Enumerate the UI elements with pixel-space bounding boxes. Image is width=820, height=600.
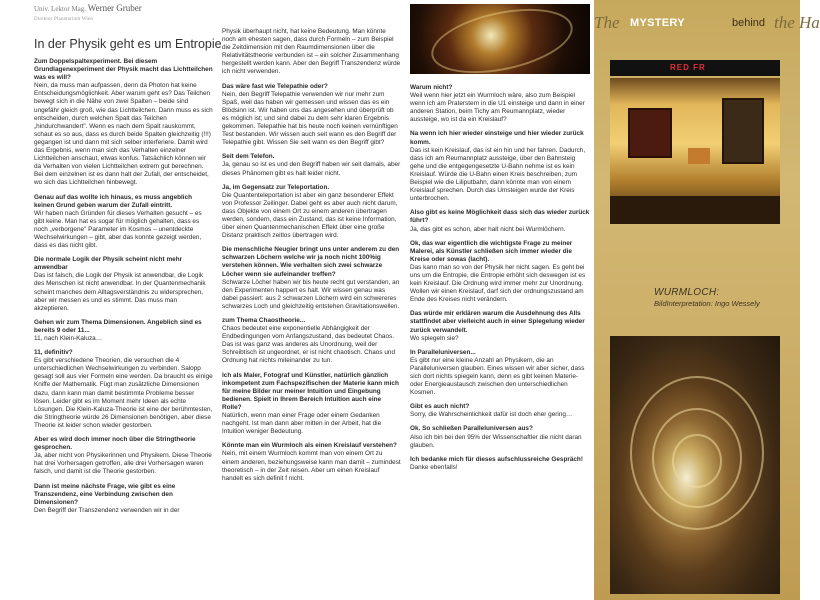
qa-block bbox=[410, 349, 590, 398]
banner-behind: behind bbox=[732, 17, 766, 29]
qa-block bbox=[222, 372, 401, 437]
interview-answer: Schwarze Löcher haben wir bis heute recht gut verstanden, an den Experimenten happert es halt. Wir wissen genau was dabei passiert: aus 2 schwarzen Löchern wird ein schwereres schwarzes Loch und gleichzeitig entstehen Gravitationswellen. bbox=[222, 278, 400, 310]
interview-question: Ok, das war eigentlich die wichtigste Frage zu meiner Malerei, als Künstler schließen sich immer wieder die Kreise oder sowas (lacht). bbox=[410, 239, 573, 263]
vortex-ring bbox=[672, 434, 722, 488]
qa-block bbox=[222, 83, 401, 148]
interview-question: Ja, im Gegensatz zur Teleportation. bbox=[222, 183, 330, 191]
qa-block bbox=[34, 436, 213, 476]
qa-block bbox=[410, 209, 590, 233]
qa-block bbox=[34, 58, 213, 188]
interview-question: Ich bedanke mich für dieses aufschlussreiche Gespräch! bbox=[410, 455, 583, 463]
gallery-logo-strip bbox=[610, 60, 780, 76]
interview-answer: Die Quantenteleportation ist aber ein ganz besonderer Effekt von Professor Zeilinger. Dabei geht es aber auch nicht darum, dass Objekte von einem Ort zu einem anderen übertragen werden, sondern, dass ein Zustand, das ist keine Information, über einen Quantenmechanischen Effekt über eine große Distanz praktisch zeitlos übertragen wird. bbox=[222, 191, 398, 240]
sidebar-banner bbox=[594, 12, 820, 34]
qa-block bbox=[410, 425, 590, 449]
interview-question: Zum Doppelspaltexperiment. Bei diesem Grundlagenexperiment der Physik macht das Lichtteilchen was es will? bbox=[34, 58, 213, 82]
interview-answer: Also ich bin bei den 95% der Wissenschaftler die nicht daran glauben. bbox=[410, 433, 582, 449]
interview-question: zum Thema Chaostheorie... bbox=[222, 317, 306, 324]
interview-question: Genau auf das wollte ich hinaus, es muss angeblich keinen Grund geben warum der Zufall eintritt. bbox=[34, 193, 193, 209]
banner-the-ha: the Ha bbox=[774, 13, 820, 32]
interview-answer: Wo spiegeln sie? bbox=[410, 334, 459, 342]
qa-block bbox=[222, 153, 401, 177]
interview-question: Die menschliche Neugier bringt uns unter anderem zu den schwarzen Löchern welche wir ja noch nicht 100%ig verstehen können. Wie verhalten sich zwei schwarze Löcher wenn sie aufeinander treffen? bbox=[222, 246, 400, 278]
interview-answer: Es gibt verschiedene Theorien, die versuchen die 4 unterschiedlichen Wechselwirkungen zu verbinden. Salopp gesagt soll aus vier Formeln eine werden. Da braucht es einige Kniffe der Mathematik. Fügt man zusätzliche Dimensionen dazu, dann kann man damit bestimmte Probleme besser lösen. Leider gibt es im Moment mehr Ideen als echte Lösungen. Die Klein-Kaluza-Theorie ist eine der berühmtesten, die Stringtheorie würde 26 Dimensionen benötigen, aber diese Theorie ist leider schon wieder gestorben. bbox=[34, 357, 213, 429]
interview-question: Aber es wird doch immer noch über die Stringtheorie gesprochen. bbox=[34, 436, 196, 452]
lamp-light bbox=[688, 148, 710, 164]
qa-block bbox=[410, 456, 590, 472]
qa-block bbox=[410, 403, 590, 419]
interview-answer: Danke ebenfalls! bbox=[410, 463, 458, 471]
qa-block bbox=[34, 194, 213, 251]
interview-question: Na wenn ich hier wieder einsteige und hier wieder zurück komm. bbox=[410, 130, 584, 146]
qa-block bbox=[34, 256, 213, 313]
interview-answer: Es gibt nur eine kleine Anzahl an Physikern, die an Paralleluniversen glauben. Eines wissen wir aber sicher, dass sich dort nichts spiegeln kann, denn es gibt keinen Materie- oder Energieaustausch zwischen den unterschiedlichen Kosmen. bbox=[410, 356, 585, 397]
interview-answer: Chaos bedeutet eine exponentielle Abhängigkeit der Endbedingungen vom Anfangszustand, das bedeutet Chaos. Das ist was ganz was anderes als Unordnung, weil der Schreibtisch ist ungeordnet, er ist nicht chaotisch. Chaos und Ordnung hat nichts miteinander zu tun. bbox=[222, 325, 395, 365]
gallery-logo: RED FR bbox=[670, 63, 706, 72]
interview-question: In Paralleluniversen... bbox=[410, 348, 476, 356]
interview-question: Ich als Maler, Fotograf und Künstler, natürlich gänzlich inkompetent zum Fachspezifischen der Materie kann mich für meine Bilder nur meiner Intuition und Eingebung bedienen. Spielt in Ihrem Bereich Intuition auch eine Rolle? bbox=[222, 371, 399, 411]
painting-right bbox=[722, 98, 764, 164]
article-column-1 bbox=[34, 58, 213, 521]
interview-answer: Physik überhaupt nicht, hat keine Bedeutung. Man könnte noch am ehesten sagen, dass durch Formeln – zum Beispiel die Zeitdimension mit den Raumdimensionen über die Relativitätstheorie verbunden ist – ein solcher Zusammenhang hergestellt werden kann. Aber den Begriff Transzendenz würde ich nicht verwenden. bbox=[222, 28, 401, 76]
interview-answer: Ja, das gibt es schon, aber halt nicht bei Wurmlöchern. bbox=[410, 225, 566, 233]
caption-title: WURMLOCH: bbox=[654, 287, 720, 298]
artwork-swirl-image bbox=[410, 4, 590, 74]
qa-block bbox=[410, 84, 590, 124]
qa-block bbox=[222, 317, 401, 366]
author-tagline: Direktor Planetarium Wien bbox=[34, 17, 94, 22]
interview-answer: Nein, da muss man aufpassen, denn da Photon hat keine Entscheidungsmöglichkeit. Aber warum geht es? Das Teilchen bewegt sich in die Nähe von zwei Spalten – beide sind ungefähr gleich groß, wie das Lichtteilchen. Dann muss es sich entscheiden, durch welchen Spalt das Teilchen „hindurchwandert". Wenn es nach dem Spalt rauskommt, schaut es so aus, dass es durch beide Spalten gleichzeitig (!!!) gegangen ist und dann mit sich selber interferiere. Damit wird das Ergebnis, wenn man sich das Verhalten einzelner Lichtteilchen anschaut, etwas konfus. Tatsächlich können wir da Verhalten von vielen Lichtteilchen extrem gut berechnen. Bei dem einzelnen ist es dann halt der Zufall, der entscheidet, wo sich das Lichtteilchen hinbewegt. bbox=[34, 82, 213, 187]
gallery-room-photo bbox=[610, 78, 780, 224]
qa-block bbox=[34, 349, 213, 430]
qa-block bbox=[222, 184, 401, 241]
interview-answer: Sorry, die Wahrscheinlichkeit dafür ist doch eher gering… bbox=[410, 411, 573, 419]
interview-question: Dann ist meine nächste Frage, wie gibt es eine Transzendenz, eine Verbindung zwischen den Dimensionen? bbox=[34, 482, 176, 506]
article-column-2 bbox=[222, 28, 401, 489]
qa-block bbox=[222, 28, 401, 77]
author-title: Univ. Lektor Mag. bbox=[34, 5, 87, 13]
interview-question: Das wäre fast wie Telepathie oder? bbox=[222, 82, 328, 90]
interview-answer: 11, nach Klein-Kaluza… bbox=[34, 335, 103, 342]
bar-counter bbox=[610, 196, 780, 224]
interview-answer: Das ist falsch, die Logik der Physik ist anwendbar, die Logik des Menschen ist nicht anwendbar. In der Quantenmechanik scheint manches dem Alltagsverständnis zu widersprechen, aber wir messen es und es stimmt. Das muss man akzeptieren. bbox=[34, 272, 206, 312]
qa-block bbox=[222, 246, 401, 311]
interview-answer: Den Begriff der Transzendenz verwenden wir in der bbox=[34, 506, 180, 514]
banner-mystery: MYSTERY bbox=[630, 17, 685, 29]
qa-block bbox=[410, 310, 590, 342]
interview-answer: Weil wenn hier jetzt ein Wurmloch wäre, also zum Beispiel wenn ich am Praterstern in die U1 einsteige und dann in einer anderen Station, beim Tichy am Reumannplatz, wieder aussteige, wo ist da ein Kreislauf? bbox=[410, 92, 585, 124]
interview-question: Gibt es auch nicht? bbox=[410, 403, 470, 411]
interview-answer: Das ist kein Kreislauf, das ist ein hin und her fahren. Dadurch, dass ich am Reumannplatz aussteige, über den Bahnsteig gehe und die entgegengesetzte U-Bahn nehme ist es kein Kreislauf. Würde die U-Bahn einen Kreis beschreiben, zum Beispiel wie die Liliputbahn, dann könnte man von einem Kreislauf sprechen. Durch das Umsteigen wurde der Kreis unterbrochen. bbox=[410, 146, 586, 203]
qa-block bbox=[34, 483, 213, 515]
interview-question: Die normale Logik der Physik scheint nicht mehr anwendbar bbox=[34, 256, 183, 272]
interview-answer: Ja, aber nicht von Physikerinnen und Physikern. Diese Theorie hat drei Vorhersagen getroffen, alle drei Vorhersagen waren falsch, und damit ist die Theorie gestorben. bbox=[34, 452, 212, 476]
qa-block bbox=[222, 442, 401, 482]
interview-answer: Das kann man so von der Physik her nicht sagen. Es geht bei uns um die Entropie, die Entropie erhöht sich deswegen ist es kein Kreislauf. Die Ordnung wird immer mehr zur Unordnung. Wollen wir einen Kreislauf, darf sich der ordnungszustand am Ende des Kreises nicht verändern. bbox=[410, 263, 586, 304]
qa-block bbox=[410, 130, 590, 203]
swirl-shape bbox=[426, 0, 579, 84]
interview-question: Seit dem Telefon. bbox=[222, 153, 275, 161]
interview-question: Gehen wir zum Thema Dimensionen. Angeblich sind es bereits 9 oder 11... bbox=[34, 318, 202, 334]
author-header bbox=[34, 4, 142, 24]
interview-answer: Natürlich, wenn man einer Frage oder einem Gedanken nachgeht. Ist man dann aber mitten in der Arbeit, hat die Intuition weniger Bedeutung. bbox=[222, 412, 382, 436]
interview-answer: Nein, mit einem Wurmloch kommt man von einem Ort zu einem anderen, beziehungsweise kann man damit – zumindest theoretisch – in der Zeit reisen. Aber um einen Kreislauf handelt es sich definit f nicht. bbox=[222, 450, 401, 482]
caption-credit: BildInterpretation: Ingo Wessely bbox=[654, 299, 760, 308]
interview-answer: Wir haben nach Gründen für dieses Verhalten gesucht – es gibt keine. Man hat es sogar für möglich gehalten, dass es noch „verborgene" Parameter im Kosmos – unentdeckte Wechselwirkungen – gibt, aber das konnte gezeigt werden, dass es das nicht gibt. bbox=[34, 209, 202, 250]
interview-question: Ok. So schließen Paralleluniversen aus? bbox=[410, 425, 533, 433]
interview-question: Also gibt es keine Möglichkeit dass sich das wieder zurück führt? bbox=[410, 209, 590, 225]
interview-answer: Nein, den Begriff Telepathie verwenden wir nur mehr zum Spaß, weil das haben wir gemessen und wissen das es ein Blödsinn ist. Wir haben uns das angesehen und überprüft ob es möglich ist; und sind dabei zu dem sehr klaren Ergebnis gekommen. Telepathie hat bis heute noch keinen vernünftigen Test bestanden. Wir wissen auch seit wann es den Begriff der Telepathie gibt. Wissen Sie seit wann es den Begriff gibt? bbox=[222, 90, 398, 147]
painting-left bbox=[628, 108, 672, 158]
banner-the: The bbox=[594, 13, 620, 32]
interview-answer: Ja, genau so ist es und den Begriff haben wir seit damals, aber dieses Phänomen gibt es halt leider nicht. bbox=[222, 161, 401, 177]
interview-question: Könnte man ein Wurmloch als einen Kreislauf verstehen? bbox=[222, 442, 397, 450]
interview-question: 11, definitiv? bbox=[34, 349, 73, 357]
wurmloch-painting bbox=[610, 336, 780, 594]
qa-block bbox=[410, 240, 590, 305]
article-headline: In der Physik geht es um Entropie bbox=[34, 37, 222, 51]
author-name: Werner Gruber bbox=[87, 3, 142, 13]
qa-block bbox=[34, 319, 213, 343]
article-column-3 bbox=[410, 84, 590, 478]
interview-question: Das würde mir erklären warum die Ausdehnung des Alls stattfindet aber vielleicht auch in einer Spiegelung wieder zurück verwandelt. bbox=[410, 310, 585, 334]
interview-question: Warum nicht? bbox=[410, 84, 453, 91]
